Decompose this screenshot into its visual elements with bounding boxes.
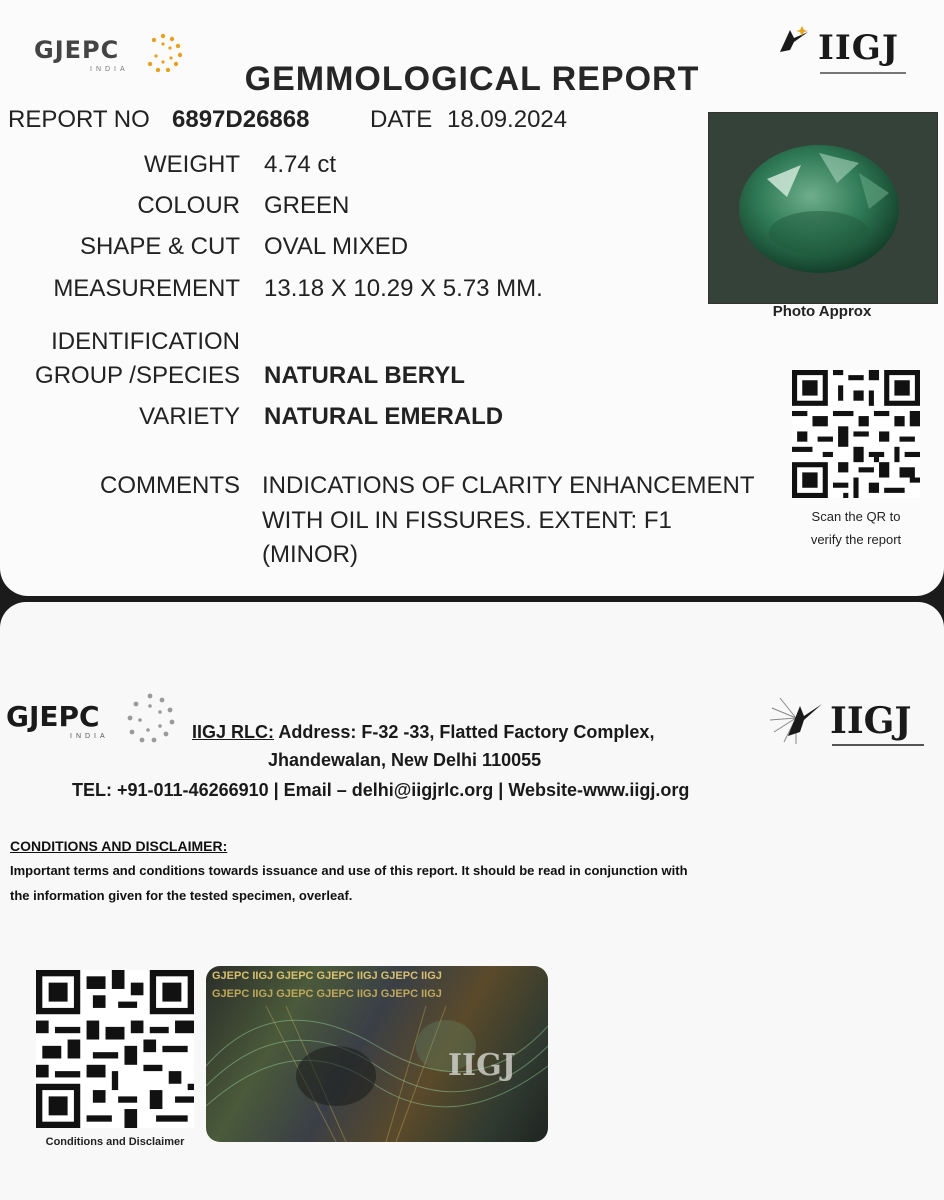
- back-gjepc-logo-text: GJEPC: [6, 700, 100, 733]
- weight-label: WEIGHT: [144, 151, 240, 178]
- report-back-card: [0, 602, 944, 1200]
- comments-line-2: WITH OIL IN FISSURES. EXTENT: F1: [262, 507, 672, 534]
- address-line-1: [192, 722, 654, 743]
- hologram-text-row-1: GJEPC IIGJ GJEPC GJEPC IIGJ GJEPC IIGJ: [212, 970, 442, 982]
- comments-label: COMMENTS: [100, 472, 240, 499]
- back-iigj-logo-underline: [832, 744, 924, 746]
- emerald-gem-image: [709, 113, 937, 303]
- weight-value: 4.74 ct: [264, 151, 337, 178]
- conditions-line-2: the information given for the tested specimen, overleaf.: [10, 888, 353, 903]
- report-no-label: REPORT NO: [8, 106, 150, 133]
- shape-cut-value: OVAL MIXED: [264, 233, 409, 260]
- gjepc-logo-text: GJEPC: [34, 36, 120, 64]
- address-text: Address: F-32 -33, Flatted Factory Complex,: [274, 722, 655, 742]
- back-gjepc-logo-sub: INDIA: [70, 733, 109, 740]
- iigj-logo-text: IIGJ: [818, 28, 899, 68]
- variety-label: VARIETY: [139, 403, 240, 430]
- report-no-value: 6897D26868: [172, 106, 310, 133]
- group-species-label: GROUP /SPECIES: [35, 362, 240, 389]
- measurement-label: MEASUREMENT: [53, 275, 240, 302]
- group-species-value: NATURAL BERYL: [264, 362, 465, 389]
- date-value: 18.09.2024: [447, 106, 568, 133]
- shape-cut-label: SHAPE & CUT: [79, 233, 240, 260]
- address-prefix: IIGJ RLC:: [192, 722, 275, 742]
- back-gjepc-sun-icon: [120, 688, 180, 748]
- comments-line-1: INDICATIONS OF CLARITY ENHANCEMENT: [262, 472, 755, 499]
- hologram-text-row-2: GJEPC IIGJ GJEPC GJEPC IIGJ GJEPC IIGJ: [212, 988, 442, 1000]
- colour-value: GREEN: [264, 192, 350, 219]
- date-label: DATE: [370, 106, 433, 133]
- conditions-heading: CONDITIONS AND DISCLAIMER:: [10, 838, 228, 854]
- gjepc-logo-sub: INDIA: [90, 66, 129, 73]
- iigj-logo: [776, 22, 899, 68]
- conditions-qr-code[interactable]: [36, 970, 194, 1128]
- address-line-2: Jhandewalan, New Delhi 110055: [268, 750, 542, 770]
- colour-label: COLOUR: [137, 192, 240, 219]
- gem-photo: [708, 112, 938, 304]
- hologram-iigj-logo: IIGJ: [448, 1048, 516, 1083]
- comments-line-3: (MINOR): [262, 541, 358, 568]
- back-iigj-logo-text: IIGJ: [830, 700, 912, 742]
- qr-caption-line-1: Scan the QR to: [811, 509, 901, 524]
- back-gjepc-logo: [6, 700, 109, 740]
- security-hologram: [206, 966, 548, 1142]
- iigj-star-icon: [776, 22, 812, 58]
- variety-value: NATURAL EMERALD: [264, 403, 504, 430]
- conditions-line-1: Important terms and conditions towards issuance and use of this report. It should be read in conjunction with: [10, 863, 688, 878]
- measurement-value: 13.18 X 10.29 X 5.73 MM.: [264, 275, 543, 302]
- conditions-qr-caption: Conditions and Disclaimer: [45, 1136, 185, 1148]
- qr-caption-line-2: verify the report: [810, 532, 902, 547]
- verify-qr-code[interactable]: [792, 370, 920, 498]
- back-iigj-logo: [766, 688, 912, 753]
- report-front-card: [0, 0, 944, 596]
- photo-caption: Photo Approx: [772, 303, 872, 320]
- back-iigj-star-icon: [766, 688, 826, 748]
- contact-line: TEL: +91-011-46266910 | Email – delhi@iigjrlc.org | Website-www.iigj.org: [72, 780, 690, 800]
- identification-label: IDENTIFICATION: [51, 328, 240, 355]
- report-title: GEMMOLOGICAL REPORT: [244, 60, 700, 98]
